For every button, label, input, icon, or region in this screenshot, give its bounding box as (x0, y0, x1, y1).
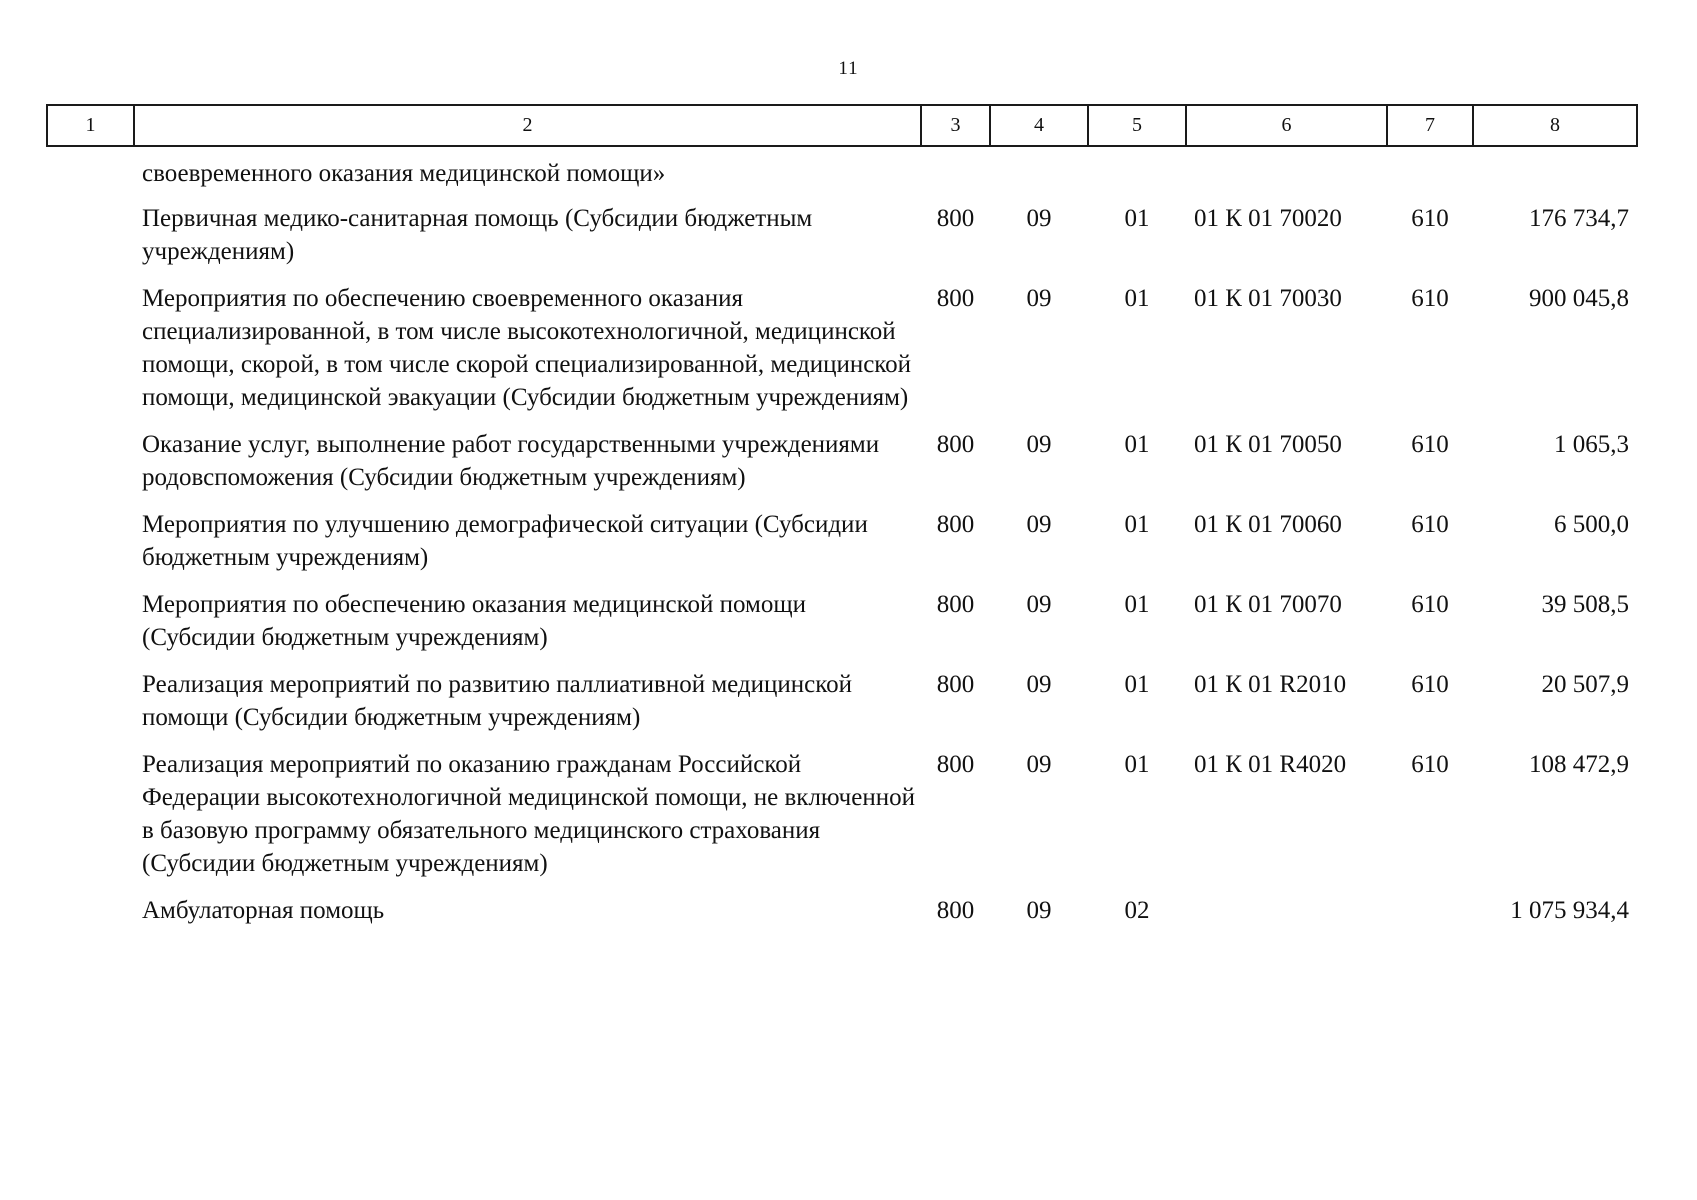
table-row (47, 588, 1637, 668)
table-row (47, 668, 1637, 748)
row-col-4: 09 (1026, 431, 1052, 458)
row-col-7: 610 (1411, 591, 1449, 618)
row-name: Мероприятия по обеспечению оказания медицинской помощи (Субсидии бюджетным учреждениям) (142, 591, 806, 651)
row-col-4: 09 (1026, 897, 1052, 924)
row-col-7: 610 (1411, 285, 1449, 312)
header-col-6: 6 (1186, 105, 1387, 146)
row-name: Реализация мероприятий по оказанию гражданам Российской Федерации высокотехнологичной медицинской помощи, не включенной в базовую программу обязательного медицинского страхования (Субсидии бюджетным учреждениям) (142, 751, 915, 877)
budget-table (46, 104, 1638, 941)
row-name: Мероприятия по обеспечению своевременного оказания специализированной, в том числе высокотехнологичной, медицинской помощи, скорой, в том числе скорой специализированной, медицинской помощи, медицинской эвакуации (Субсидии бюджетным учреждениям) (142, 285, 912, 411)
row-col-5: 01 (1124, 751, 1150, 778)
table-row (47, 508, 1637, 588)
header-col-2: 2 (134, 105, 921, 146)
row-col-7 (1387, 894, 1473, 941)
row-name: Амбулаторная помощь (142, 897, 385, 924)
header-col-7: 7 (1387, 105, 1473, 146)
row-col-8: 176 734,7 (1529, 205, 1629, 232)
row-col-7: 610 (1411, 205, 1449, 232)
empty-cell (47, 282, 134, 428)
row-col-3: 800 (936, 285, 975, 312)
continuation-row (47, 146, 1637, 202)
empty-cell (47, 894, 134, 941)
row-name: Оказание услуг, выполнение работ государственными учреждениями родовспоможения (Субсидии бюджетным учреждениям) (142, 431, 880, 491)
row-col-6: 01 К 01 70020 (1194, 205, 1342, 232)
row-col-4: 09 (1026, 285, 1052, 312)
page-number: 11 (838, 58, 859, 79)
header-row (47, 105, 1637, 146)
row-col-8: 900 045,8 (1529, 285, 1629, 312)
row-name: Реализация мероприятий по развитию паллиативной медицинской помощи (Субсидии бюджетным учреждениям) (142, 671, 853, 731)
row-col-5: 02 (1124, 897, 1150, 924)
row-col-7: 610 (1411, 671, 1449, 698)
header-col-5: 5 (1088, 105, 1186, 146)
row-col-7: 610 (1411, 511, 1449, 538)
header-col-4: 4 (990, 105, 1088, 146)
row-col-8: 108 472,9 (1529, 751, 1629, 778)
row-col-4: 09 (1026, 511, 1052, 538)
row-col-6: 01 К 01 70070 (1194, 591, 1342, 618)
row-col-8: 6 500,0 (1554, 511, 1629, 538)
row-col-4: 09 (1026, 591, 1052, 618)
row-name: Мероприятия по улучшению демографической ситуации (Субсидии бюджетным учреждениям) (142, 511, 868, 571)
row-col-4: 09 (1026, 671, 1052, 698)
row-col-4: 09 (1026, 751, 1052, 778)
empty-cell (47, 588, 134, 668)
row-col-8: 1 065,3 (1554, 431, 1629, 458)
row-col-5: 01 (1124, 431, 1150, 458)
row-col-3: 800 (936, 511, 975, 538)
row-col-5: 01 (1124, 511, 1150, 538)
row-col-3: 800 (936, 671, 975, 698)
row-col-7: 610 (1411, 431, 1449, 458)
empty-cell (47, 202, 134, 282)
row-col-5: 01 (1124, 591, 1150, 618)
row-col-8: 39 508,5 (1541, 591, 1629, 618)
table-row (47, 894, 1637, 941)
row-col-6 (1186, 894, 1387, 941)
row-col-3: 800 (936, 205, 975, 232)
row-col-3: 800 (936, 591, 975, 618)
header-col-3: 3 (921, 105, 990, 146)
table-row (47, 748, 1637, 894)
empty-cell (47, 668, 134, 748)
row-col-5: 01 (1124, 205, 1150, 232)
row-col-5: 01 (1124, 671, 1150, 698)
row-name: Первичная медико-санитарная помощь (Субсидии бюджетным учреждениям) (142, 205, 813, 265)
row-col-6: 01 К 01 R2010 (1194, 671, 1347, 698)
row-col-8: 1 075 934,4 (1510, 897, 1629, 924)
row-col-5: 01 (1124, 285, 1150, 312)
table-body (47, 146, 1637, 941)
row-col-3: 800 (936, 751, 975, 778)
empty-cell (47, 146, 134, 202)
empty-cell (47, 748, 134, 894)
row-col-6: 01 К 01 R4020 (1194, 751, 1347, 778)
header-col-1: 1 (47, 105, 134, 146)
row-col-8: 20 507,9 (1541, 671, 1629, 698)
table-row (47, 202, 1637, 282)
empty-cell (47, 508, 134, 588)
row-col-3: 800 (936, 431, 975, 458)
table-header (47, 105, 1637, 146)
header-col-8: 8 (1473, 105, 1637, 146)
table-row (47, 428, 1637, 508)
table-row (47, 282, 1637, 428)
row-col-7: 610 (1411, 751, 1449, 778)
row-col-6: 01 К 01 70050 (1194, 431, 1342, 458)
empty-cell (47, 428, 134, 508)
row-col-6: 01 К 01 70060 (1194, 511, 1342, 538)
row-col-4: 09 (1026, 205, 1052, 232)
continuation-text: своевременного оказания медицинской помощи» (142, 160, 666, 187)
row-col-3: 800 (936, 897, 975, 924)
row-col-6: 01 К 01 70030 (1194, 285, 1342, 312)
